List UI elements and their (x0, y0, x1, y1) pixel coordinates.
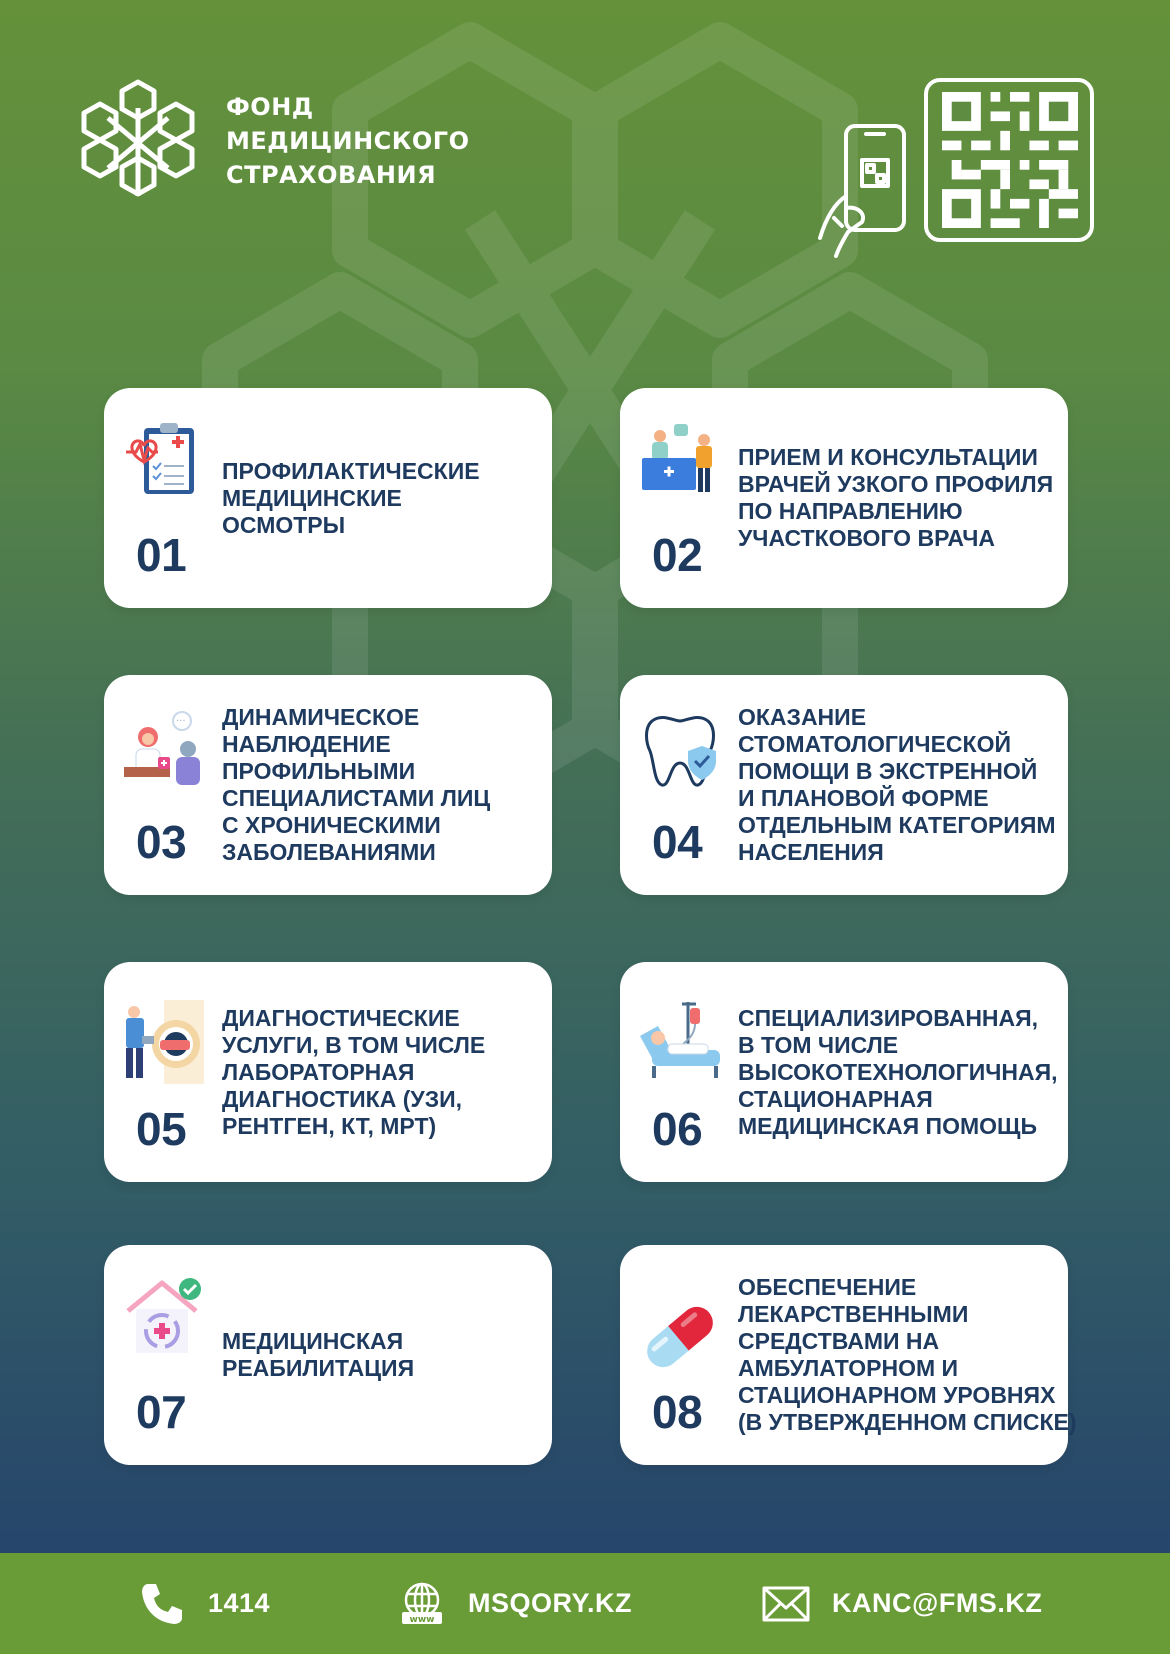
service-title-line: ЗАБОЛЕВАНИЯМИ (222, 839, 436, 865)
service-title-line: СТАЦИОНАРНАЯ (738, 1085, 933, 1112)
service-title-line: ПРИЕМ И КОНСУЛЬТАЦИИ (738, 444, 1038, 470)
service-title-line: РЕНТГЕН, КТ, МРТ) (222, 1112, 437, 1139)
service-title-line: МЕДИЦИНСКАЯ ПОМОЩЬ (738, 1112, 1037, 1139)
home-rehab-icon (122, 1275, 206, 1359)
service-title-line: И ПЛАНОВОЙ ФОРМЕ (738, 785, 989, 811)
website-contact[interactable] (398, 1553, 632, 1654)
service-title-line: НАБЛЮДЕНИЕ (222, 731, 391, 757)
service-title-line: МЕДИЦИНСКИЕ (222, 484, 402, 511)
service-title-line: ВРАЧЕЙ УЗКОГО ПРОФИЛЯ (738, 471, 1054, 497)
phone-number: 1414 (208, 1588, 271, 1618)
service-title-line: МЕДИЦИНСКАЯ (222, 1328, 404, 1354)
service-title-line: СПЕЦИАЛИЗИРОВАННАЯ, (738, 1004, 1039, 1031)
service-number: 04 (652, 816, 703, 868)
header (0, 0, 1170, 300)
service-title-line: ОСМОТРЫ (222, 511, 346, 538)
phone-scan-hand-icon (812, 122, 912, 262)
envelope-icon (762, 1580, 810, 1628)
brand-name (226, 90, 470, 192)
service-title-line: В ТОМ ЧИСЛЕ (738, 1031, 899, 1058)
service-title-line: ЛАБОРАТОРНАЯ (222, 1058, 415, 1085)
service-card-01 (104, 388, 552, 608)
email-address: KANC@FMS.KZ (832, 1588, 1043, 1618)
brand-name-line-1: ФОНД (226, 93, 314, 121)
service-title (738, 962, 1058, 1182)
service-title-line: ПО НАПРАВЛЕНИЮ (738, 498, 963, 524)
service-title-line: ВЫСОКОТЕХНОЛОГИЧНАЯ, (738, 1058, 1058, 1085)
service-number: 05 (136, 1103, 187, 1155)
mri-scanner-icon (122, 1000, 206, 1084)
globe-www-icon (398, 1580, 446, 1628)
doctor-patient-icon (122, 709, 206, 793)
svg-text:www: www (409, 1614, 435, 1625)
email-contact[interactable] (762, 1553, 1042, 1654)
footer-contacts (0, 1553, 1170, 1654)
svg-text:···: ··· (176, 716, 186, 727)
service-number: 03 (136, 816, 187, 868)
service-title-line: ПРОФИЛЬНЫМИ (222, 758, 416, 784)
phone-contact[interactable] (138, 1553, 270, 1654)
service-card-06 (620, 962, 1068, 1182)
service-title-line: ДИНАМИЧЕСКОЕ (222, 704, 420, 730)
service-title-line: ОБЕСПЕЧЕНИЕ (738, 1274, 917, 1300)
service-title (222, 388, 542, 608)
website-link: MSQORY.KZ (468, 1588, 633, 1618)
service-number: 01 (136, 529, 187, 581)
service-number: 08 (652, 1386, 703, 1438)
reception-desk-icon (638, 418, 722, 502)
service-title-line: СТАЦИОНАРНОМ УРОВНЯХ (738, 1382, 1056, 1408)
service-card-03 (104, 675, 552, 895)
brand-name-line-3: СТРАХОВАНИЯ (226, 161, 437, 189)
hospital-bed-icon (638, 1000, 722, 1084)
service-title (738, 1245, 1077, 1465)
service-card-07 (104, 1245, 552, 1465)
brand-name-line-2: МЕДИЦИНСКОГО (226, 127, 470, 155)
service-title-line: ДИАГНОСТИЧЕСКИЕ (222, 1004, 460, 1031)
service-title-line: ДИАГНОСТИКА (УЗИ, (222, 1085, 463, 1112)
phone-handset-icon (138, 1580, 186, 1628)
service-title (222, 1245, 542, 1465)
snowflake-hexagon-logo-icon (78, 78, 198, 198)
qr-code-icon (940, 92, 1080, 228)
service-title (738, 675, 1058, 895)
service-title-line: ЛЕКАРСТВЕННЫМИ (738, 1301, 969, 1327)
service-card-02 (620, 388, 1068, 608)
service-title-line: С ХРОНИЧЕСКИМИ (222, 812, 441, 838)
pill-capsule-icon (638, 1295, 722, 1379)
service-title-line: РЕАБИЛИТАЦИЯ (222, 1355, 415, 1381)
clipboard-checkup-icon (122, 418, 206, 502)
service-title-line: АМБУЛАТОРНОМ И (738, 1355, 959, 1381)
service-title (222, 675, 542, 895)
qr-code[interactable] (924, 78, 1094, 242)
service-title-line: СРЕДСТВАМИ НА (738, 1328, 940, 1354)
service-title-line: ПРОФИЛАКТИЧЕСКИЕ (222, 457, 480, 484)
service-card-04 (620, 675, 1068, 895)
service-number: 02 (652, 529, 703, 581)
service-title-line: ОТДЕЛЬНЫМ КАТЕГОРИЯМ (738, 812, 1056, 838)
service-card-08 (620, 1245, 1077, 1465)
service-number: 06 (652, 1103, 703, 1155)
service-title-line: ПОМОЩИ В ЭКСТРЕННОЙ (738, 758, 1038, 784)
service-title-line: (В УТВЕРЖДЕННОМ СПИСКЕ) (738, 1409, 1077, 1435)
service-title-line: НАСЕЛЕНИЯ (738, 839, 884, 865)
service-title-line: УСЛУГИ, В ТОМ ЧИСЛЕ (222, 1031, 486, 1058)
service-title-line: УЧАСТКОВОГО ВРАЧА (738, 525, 996, 551)
tooth-shield-icon (638, 711, 722, 795)
service-title-line: СПЕЦИАЛИСТАМИ ЛИЦ (222, 785, 491, 811)
service-title-line: СТОМАТОЛОГИЧЕСКОЙ (738, 731, 1011, 757)
service-title (738, 388, 1058, 608)
service-title-line: ОКАЗАНИЕ (738, 704, 867, 730)
service-title (222, 962, 542, 1182)
service-number: 07 (136, 1386, 187, 1438)
service-card-05 (104, 962, 552, 1182)
